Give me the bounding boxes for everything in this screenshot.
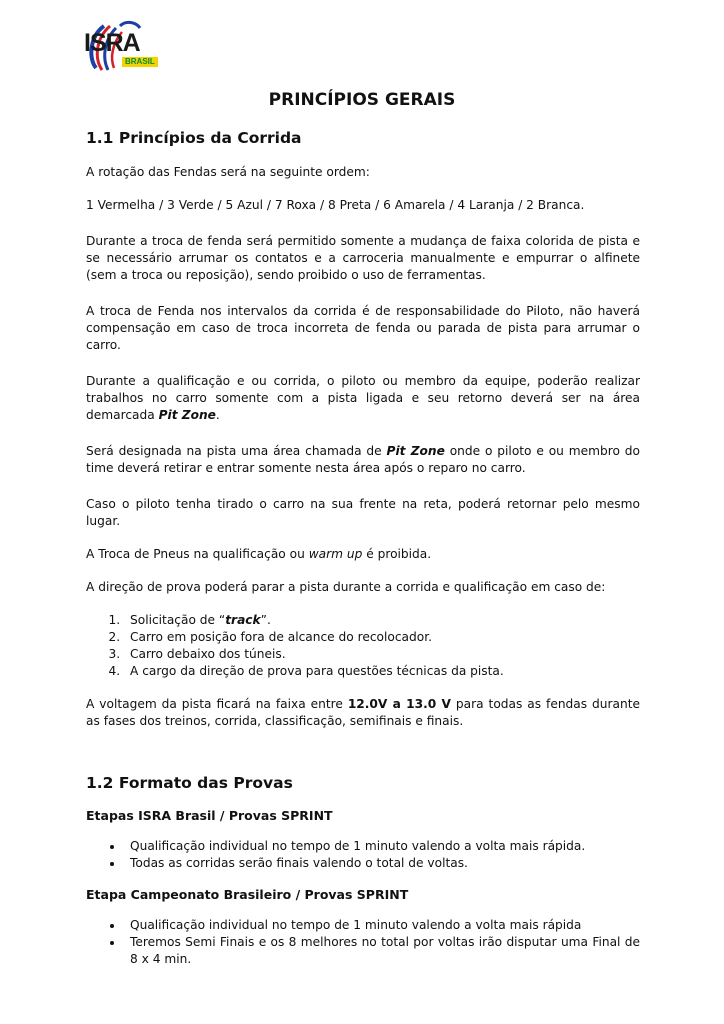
list-item: • Todas as corridas serão finais valendo o total de voltas. [124,855,640,872]
paragraph: 1 Vermelha / 3 Verde / 5 Azul / 7 Roxa / 8 Preta / 6 Amarela / 4 Laranja / 2 Branca. [86,198,585,212]
page-title: PRINCÍPIOS GERAIS [268,90,456,110]
emphasis: Pit Zone [386,444,445,458]
section-heading-1-2: 1.2 Formato das Provas [86,774,293,792]
subsection-heading: Etapa Campeonato Brasileiro / Provas SPRINT [86,887,409,902]
text: Solicitação de “ [130,613,226,627]
paragraph [86,373,640,424]
emphasis: Pit Zone [158,408,216,422]
text: . [215,408,220,422]
list-item [124,612,640,629]
list-item: • Teremos Semi Finais e os 8 melhores no total por voltas irão disputar uma Final de 8 x 4 min. [124,934,640,968]
text: A troca de Fenda nos intervalos da corrida é de responsabilidade do Piloto, não haverá compensação em caso de troca incorreta de fenda ou parada de pista para arrumar o carro. [86,304,640,352]
paragraph [86,696,640,730]
list-item: 2. Carro em posição fora de alcance do recolocador. [124,629,640,646]
paragraph: Caso o piloto tenha tirado o carro na sua frente na reta, poderá retornar pelo mesmo lugar. [86,497,640,528]
italic-text: warm up [308,547,363,561]
text: para todas as fendas durante as fases dos treinos, corrida, classificação, semifinais e finais. [86,697,641,728]
emphasis: track [225,613,261,627]
text: é proibida. [362,547,432,561]
isra-brasil-logo [84,18,168,72]
paragraph [86,443,640,477]
text: ”. [260,613,271,627]
list-item: 3. Carro debaixo dos túneis. [124,646,640,663]
text: A Troca de Pneus na qualificação ou [86,547,309,561]
bullet-list [86,917,640,968]
text: Durante a qualificação e ou corrida, o piloto ou membro da equipe, poderão realizar trabalhos no carro somente com a pista ligada e seu retorno deverá ser na área demarcada [86,374,640,422]
document-body [86,128,640,968]
list-item: 4. A cargo da direção de prova para questões técnicas da pista. [124,663,640,680]
bullet-list [86,838,640,872]
paragraph: Durante a troca de fenda será permitido somente a mudança de faixa colorida de pista e se necessário arrumar os contatos e a carroceria manualmente e empurrar o alfinete (sem a troca ou reposição), sendo proibido o uso de ferramentas. [86,234,640,282]
paragraph: A rotação das Fendas será na seguinte ordem: [86,165,370,179]
text: Será designada na pista uma área chamada de [86,444,387,458]
paragraph: A direção de prova poderá parar a pista durante a corrida e qualificação em caso de: [86,580,606,594]
paragraph [86,546,640,563]
list-item: • Qualificação individual no tempo de 1 minuto valendo a volta mais rápida [124,917,640,934]
section-heading-1-1: 1.1 Princípios da Corrida [86,129,302,147]
logo-text: ISRA [84,29,140,57]
numbered-list [86,612,640,680]
logo-brasil-label: BRASIL [122,57,158,67]
paragraph [86,303,640,354]
bold-text: 12.0V a 13.0 V [347,697,451,711]
list-item: • Qualificação individual no tempo de 1 minuto valendo a volta mais rápida. [124,838,640,855]
text: onde o piloto e ou membro do time deverá retirar e entrar somente nesta área após o reparo no carro. [86,444,640,475]
text: A voltagem da pista ficará na faixa entre [86,697,348,711]
subsection-heading: Etapas ISRA Brasil / Provas SPRINT [86,808,333,823]
